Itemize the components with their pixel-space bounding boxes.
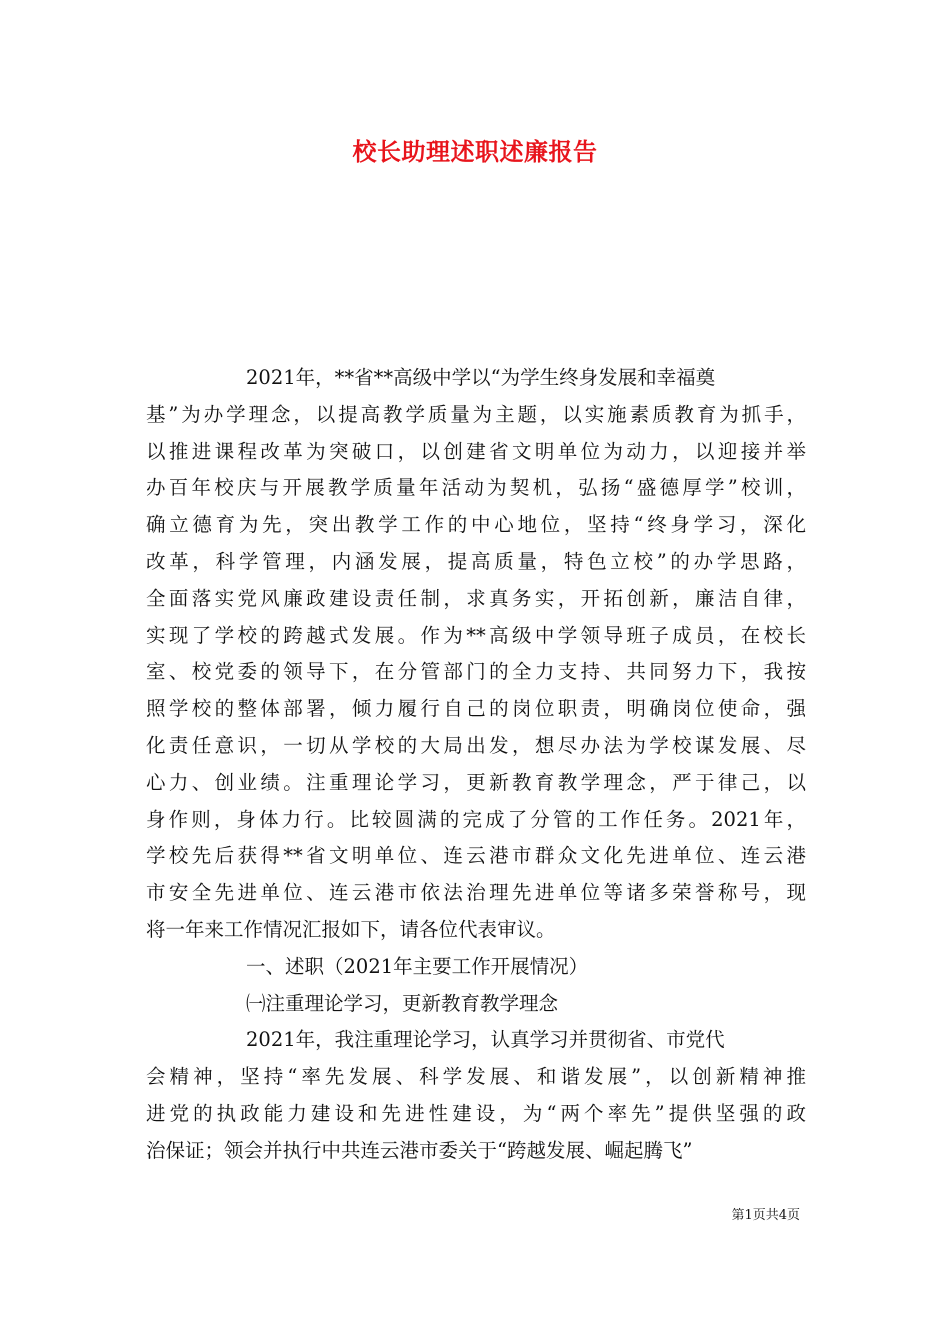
text-line: 照学校的整体部署，倾力履行自己的岗位职责，明确岗位使命，强 [146, 697, 806, 721]
document-title: 校长助理述职述廉报告 [352, 137, 598, 166]
paragraph [146, 949, 806, 986]
paragraph [146, 986, 806, 1023]
text-line: 2021年，我注重理论学习，认真学习并贯彻省、市党代 [246, 1028, 725, 1052]
document-body [146, 360, 806, 1170]
text-line: 会精神，坚持“率先发展、科学发展、和谐发展”，以创新精神推 [146, 1065, 806, 1089]
paragraph [146, 1022, 806, 1169]
text-line: 将一年来工作情况汇报如下，请各位代表审议。 [146, 917, 556, 941]
text-line: 心力、创业绩。注重理论学习，更新教育教学理念，严于律己，以 [146, 770, 806, 794]
text-line: 学校先后获得**省文明单位、连云港市群众文化先进单位、连云港 [146, 844, 806, 868]
text-line: ㈠注重理论学习，更新教育教学理念 [246, 991, 559, 1015]
text-line: 室、校党委的领导下，在分管部门的全力支持、共同努力下，我按 [146, 660, 806, 684]
text-line: 2021年，**省**高级中学以“为学生终身发展和幸福奠 [246, 366, 716, 389]
text-line: 市安全先进单位、连云港市依法治理先进单位等诸多荣誉称号，现 [146, 881, 806, 905]
text-line: 改革，科学管理，内涵发展，提高质量，特色立校”的办学思路， [146, 549, 806, 573]
paragraph [146, 360, 806, 949]
text-line: 实现了学校的跨越式发展。作为**高级中学领导班子成员，在校长 [146, 623, 806, 647]
text-line: 治保证；领会并执行中共连云港市委关于“跨越发展、崛起腾飞” [146, 1138, 693, 1162]
text-line: 全面落实党风廉政建设责任制，求真务实，开拓创新，廉洁自律， [146, 586, 806, 610]
text-line: 确立德育为先，突出教学工作的中心地位，坚持“终身学习，深化 [146, 513, 806, 537]
text-line: 办百年校庆与开展教学质量年活动为契机，弘扬“盛德厚学”校训， [146, 476, 806, 500]
page-footer: 第1页共4页 [731, 1208, 800, 1223]
text-line: 一、述职（2021年主要工作开展情况） [246, 954, 589, 978]
text-line: 化责任意识，一切从学校的大局出发，想尽办法为学校谋发展、尽 [146, 733, 806, 757]
text-line: 身作则，身体力行。比较圆满的完成了分管的工作任务。2021年， [146, 807, 806, 831]
text-line: 以推进课程改革为突破口，以创建省文明单位为动力，以迎接并举 [146, 439, 806, 463]
text-line: 进党的执政能力建设和先进性建设，为“两个率先”提供坚强的政 [146, 1101, 806, 1125]
text-line: 基”为办学理念，以提高教学质量为主题，以实施素质教育为抓手， [146, 402, 806, 426]
